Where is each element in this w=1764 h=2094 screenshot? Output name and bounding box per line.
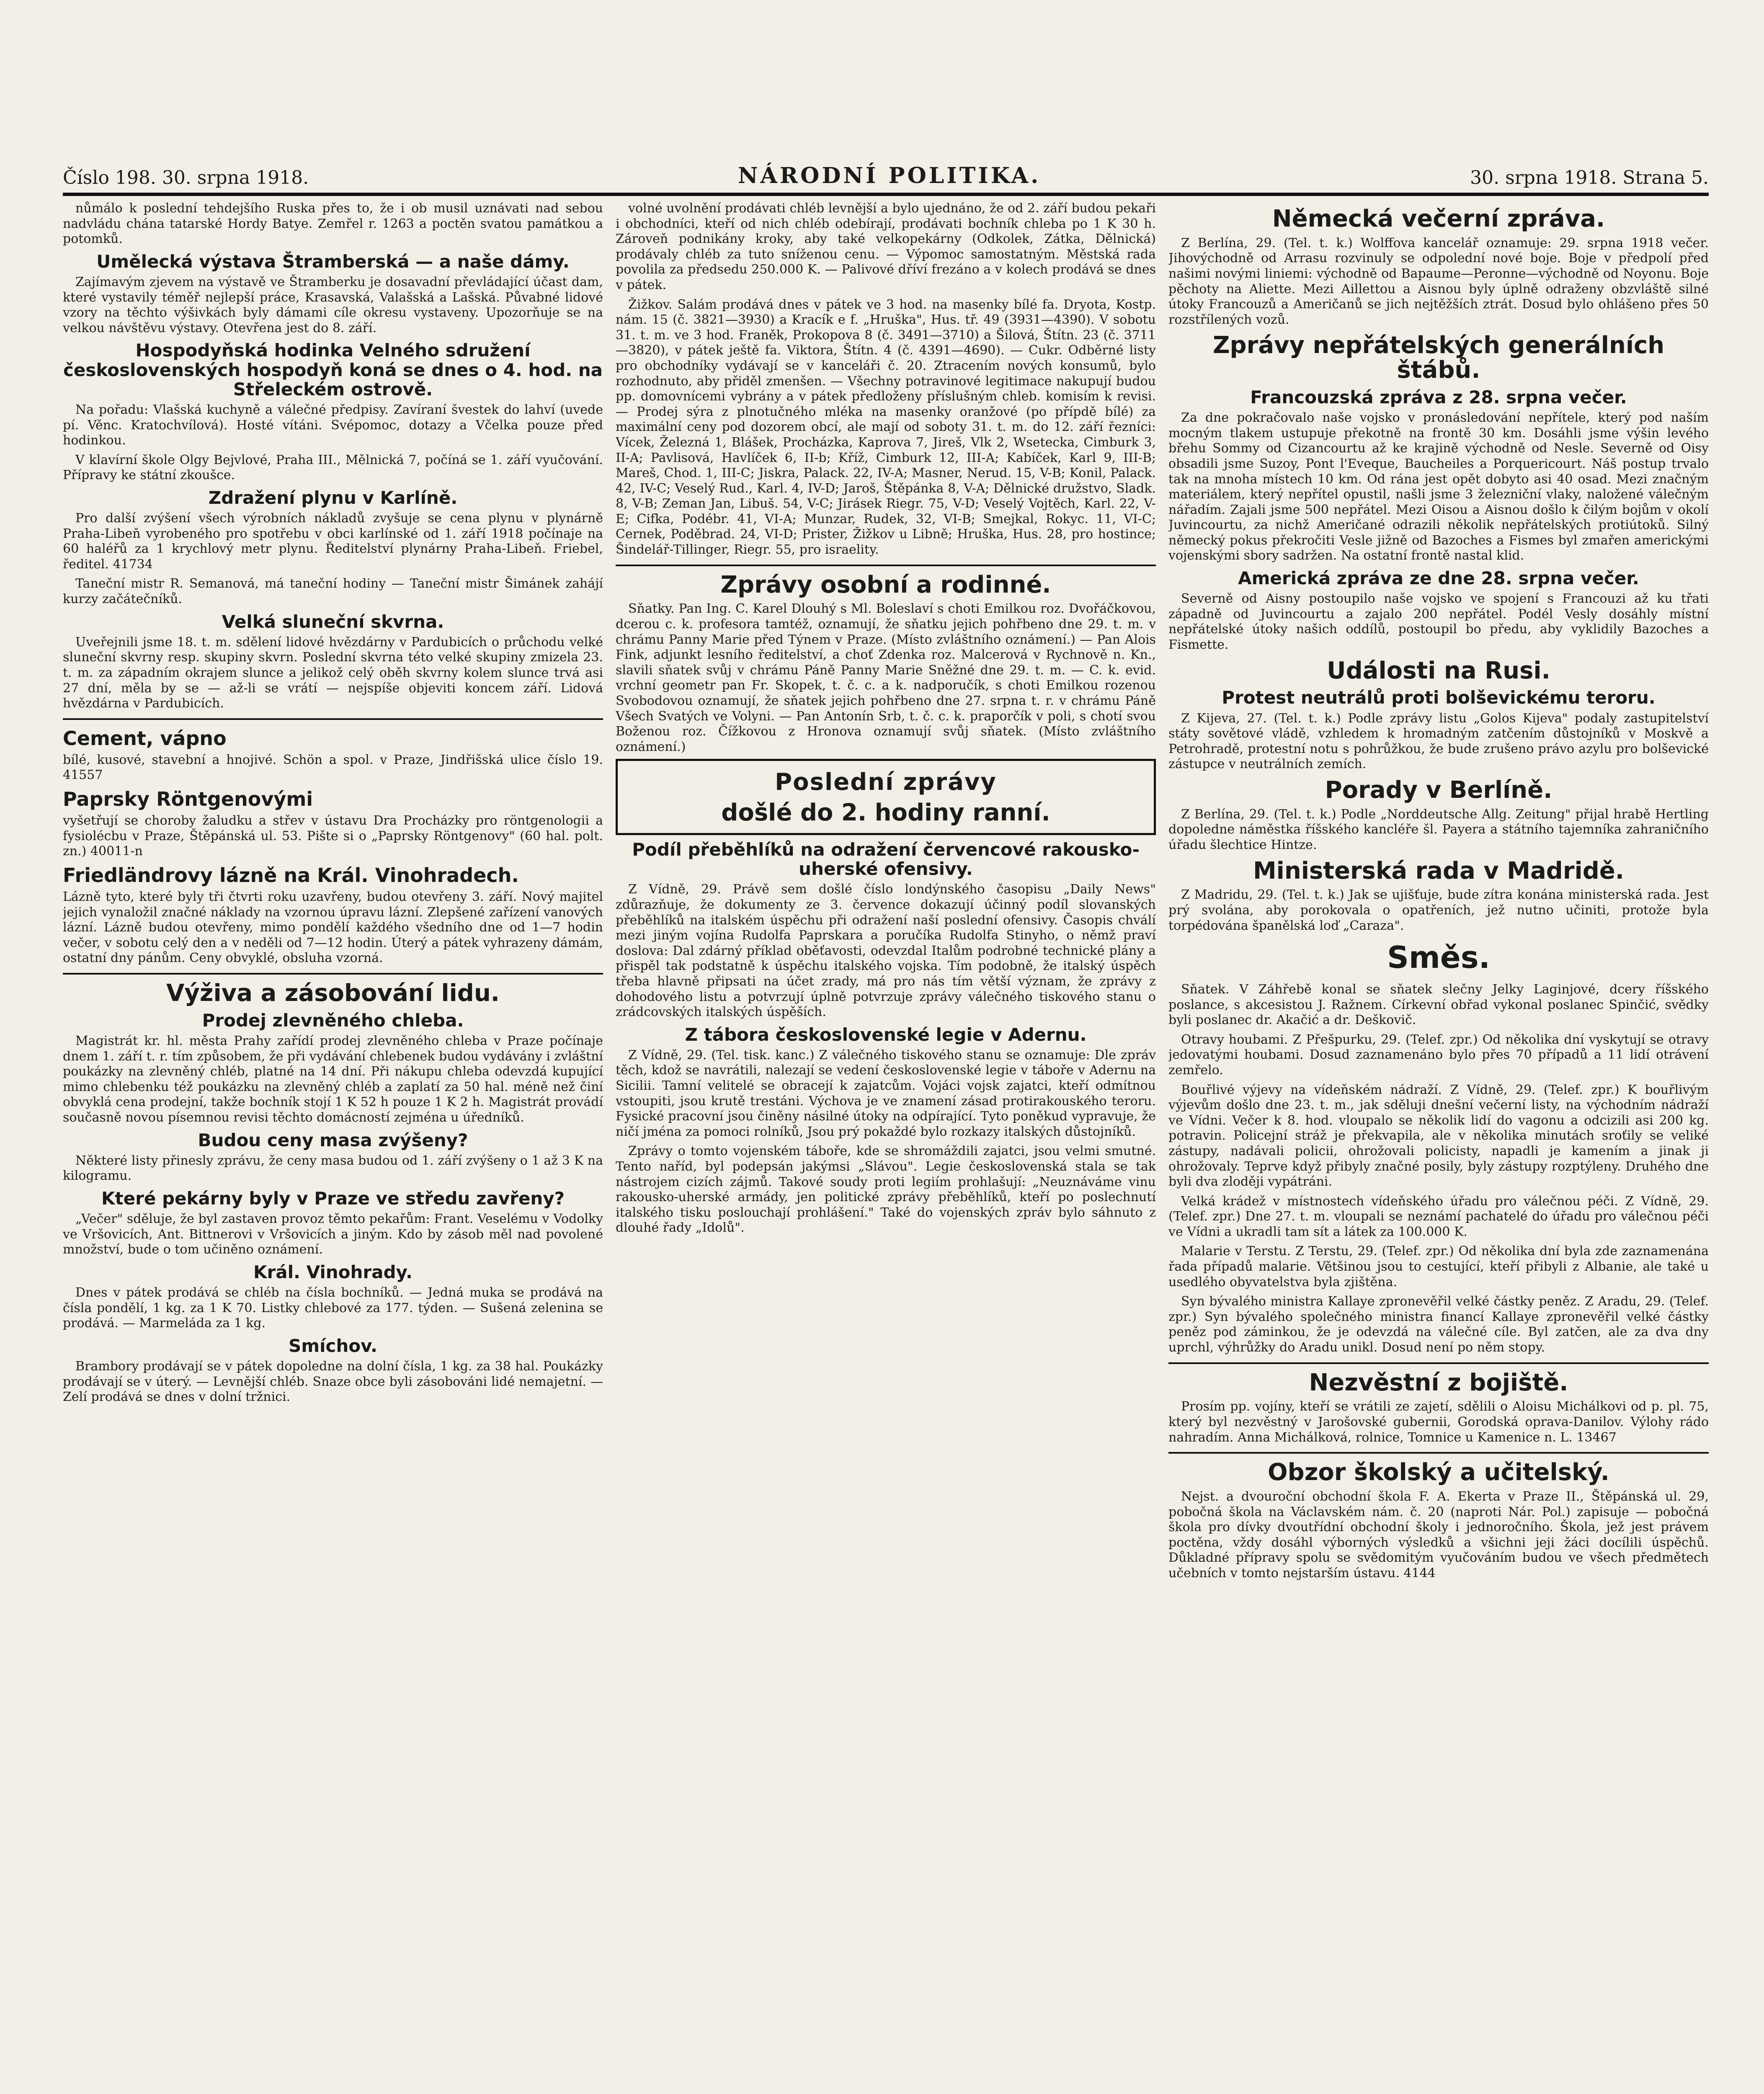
article-ministerska: Z Madridu, 29. (Tel. t. k.) Jak se ujišťuje, bude zítra konána ministerská rada. Jest prý svolána, aby porokovala o opatřeních, jež nutno učiniti, protože byla torpédována španělská loď „Caraza".: [1168, 887, 1709, 933]
article-tabor-2: Zprávy o tomto vojenském táboře, kde se shromáždili zajatci, jsou velmi smutné. Tento naříd, byl podepsán jakýmsi „Slávou". Legie československá stala se tak nástrojem cizích zájmů. Takové soudy proti legiím prohlašují: „Neuznáváme vinu rakousko-uherské armády, jen politické zprávy přeběhlíků, kteří po poslechnutí italského tisku poslouchají prohlášení." Také do vojenských zpráv bylo sáhnuto z dlouhé řady „Idolů".: [616, 1144, 1156, 1235]
article-snatek: Sňatek. V Záhřebě konal se sňatek slečny Jelky Laginjové, dcery říšského poslance, s akcesistou J. Ražnem. Církevní obřad vykonal poslanec Spinčić, svědky byli poslanec dr. Akačić a dr. Deškovič.: [1168, 982, 1709, 1028]
heading-plyn: Zdražení plynu v Karlíně.: [208, 487, 458, 508]
ad-rtg-title: Paprsky Röntgenovými: [63, 788, 313, 811]
heading-smichov: Smíchov.: [289, 1335, 377, 1356]
heading-maso: Budou ceny masa zvýšeny?: [198, 1130, 468, 1150]
article-kradez: Velká krádež v místnostech vídeňského úřadu pro válečnou péči. Z Vídně, 29. (Telef. zpr.) Dne 27. t. m. vloupali se neznámí pachatelé do úřadu pro válečnou péči ve Vídni a ukradli tam sít a látek za 100.000 K.: [1168, 1194, 1709, 1239]
heading-obzor: Obzor školský a učitelský.: [1268, 1459, 1609, 1486]
heading-kral: Král. Vinohrady.: [253, 1261, 413, 1282]
heading-udalosti: Události na Rusi.: [1327, 657, 1550, 684]
article-slunce: Uveřejnili jsme 18. t. m. sdělení lidové hvězdárny v Pardubicích o průchodu velké sluneční skvrny resp. skupiny skvrn. Poslední skvrna této velké skupiny zmizela 23. t. m. za západním okrajem slunce a jelikož celý oběh skvrny kolem slunce trvá asi 27 dní, měla by se — až-li se vrátí — nejspíše objeviti koncem září. Lidová hvězdárna v Pardubicích.: [63, 634, 603, 711]
article-protest: Z Kijeva, 27. (Tel. t. k.) Podle zprávy listu „Golos Kijeva" podaly zastupitelství státy sovětové vládě, vzhledem k hromadným zatčením důstojníků v Moskvě a Petrohradě, protestní notu s pohrůžkou, že bude zrušeno právo azylu pro bolševické zástupce v neutrálních zemích.: [1168, 711, 1709, 772]
article-bouri: Bouřlivé výjevy na vídeňském nádraží. Z Vídně, 29. (Telef. zpr.) K bouřlivým výjevům došlo dne 23. t. m., jak sděluji dnešní večerní listy, na východním nádraží ve Vídni. Večer k 8. hod. vloupalo se několik lidí do vagonu a odcizili asi 200 kg. potravin. Policejní stráž je překvapila, ale v několika minutách sroťily se veliké zástupy, nadávali policii, ohrožovali policisty, napadli je kamením a jinak ji ohrožovaly. Teprve když přibyly značné posily, byly zástupy rozptýleny. Druhého dne byli dva zloději vypátráni.: [1168, 1082, 1709, 1189]
page-header: [63, 151, 1709, 196]
heading-porady: Porady v Berlíně.: [1325, 776, 1553, 804]
heading-pekari: Které pekárny byly v Praze ve středu zavřeny?: [101, 1188, 565, 1209]
ad-rtg: [63, 787, 603, 859]
heading-protest: Protest neutrálů proti bolševickému teroru.: [1222, 687, 1656, 708]
heading-chleb: Prodej zlevněného chleba.: [202, 1010, 464, 1031]
heading-vystava: Umělecká výstava Štramberská — a naše dámy.: [96, 251, 570, 272]
heading-slunce: Velká sluneční skvrna.: [222, 611, 444, 632]
latest-news-box: [616, 759, 1156, 835]
article-nemecka: Z Berlína, 29. (Tel. t. k.) Wolffova kancelář oznamuje: 29. srpna 1918 večer. Jihovýchodně od Arrasu rozvinuly se odpolední nové boje. Boje v předpolí před našimi novými liniemi: východně od Bapaume—Peronne—východně od Noyonu. Boje pěchoty na Aliette. Mezi Aillettou a Aisnou byly úplně odraženy obzvláště silné útoky Francouzů a Američanů se jich nejtěžších ztrát. Dosud bylo ohlášeno přes 50 rozstřílených vozů.: [1168, 235, 1709, 327]
heading-dosle: došlé do 2. hodiny ranní.: [721, 799, 1050, 827]
article-houby: Otravy houbami. Z Přešpurku, 29. (Telef. zpr.) Od několika dní vyskytují se otravy jedovatými houbami. Dosud zaznamenáno bylo přes 70 případů a 11 lidí otrávení zemřelo.: [1168, 1032, 1709, 1078]
heading-nemecka: Německá večerní zpráva.: [1272, 205, 1605, 232]
ad-cement: [63, 727, 603, 783]
article-maso: Některé listy přinesly zprávu, že ceny masa budou od 1. září zvýšeny o 1 až 3 K na kilogramu.: [63, 1153, 603, 1184]
article-porady: Z Berlína, 29. (Tel. t. k.) Podle „Norddeutsche Allg. Zeitung" přijal hrabě Hertling dopoledne náměstka říšského kancléře šl. Payera a státního tajemníka zahraničního úřadu šlechtice Hintze.: [1168, 807, 1709, 852]
heading-tabor: Z tábora československé legie v Adernu.: [685, 1024, 1087, 1045]
article-hodinka: Na pořadu: Vlašská kuchyně a válečné předpisy. Zavíraní švestek do lahví (uvede pí. Věnc. Kratochvílová). Hosté vítáni. Svépomoc, dotazy a Včelka pouze před hodinkou.: [63, 402, 603, 448]
article-americka: Severně od Aisny postoupilo naše vojsko ve spojení s Francouzi až ku třati západně od Juvincourtu a zajalo 200 nepřátel. Podél Vesly dosáhly místní nepřátelské útoky našich oddílů, postoupil bo předu, aby vyklidily Bazoches a Fismette.: [1168, 591, 1709, 652]
page-number: 30. srpna 1918. Strana 5.: [1470, 167, 1709, 188]
article-obzor: Nejst. a dvouroční obchodní škola F. A. Ekerta v Praze II., Štěpánská ul. 29, pobočná škola na Václavském nám. č. 20 (naproti Nár. Pol.) zapisuje — pobočná škola pro dívky dvoutřídní obchodní školy i jednoročního. Škola, jež jest právem poctěna, vždy dosáhl výborných výsledků a všichni jeji žáci docílili úspěchů. Důkladné přípravy spolu se svědomitým vyučováním budou ve všech předmětech učebních v tomto nejstarším ústavu. 4144: [1168, 1489, 1709, 1581]
heading-americka: Americká zpráva ze dne 28. srpna večer.: [1238, 568, 1639, 589]
article-podil: Z Vídně, 29. Právě sem došlé číslo londýnského časopisu „Daily News" zdůrazňuje, že dokumenty ze 3. července dokazují účinný podíl slovanských přeběhlíků na italském úspěchu při odražení naší poslední ofensivy. Časopis chválí mezi jiným vojína Rudolfa Paprskara a poručíka Rudolfa Stinyho, o němž praví doslova: Dal zdárný příklad oběťavosti, odevzdal Italům podrobné technické plány a přispěl tak podstatně k úspěchu italského vojska. Tím podobně, že italský úspěch třeba hlavně připsati na účet zrady, má pro nás tím větší význam, že zprávy z dohodového listu a potvrzují úplně potvrzuje zprávy válečného tiskového stanu o zrádcovských italských úspěších.: [616, 882, 1156, 1020]
heading-hodinka: Hospodyňská hodinka Velného sdružení československých hospodyň koná se dnes o 4. hod. na Střeleckém ostrově.: [63, 340, 603, 400]
ad-rtg-text: vyšetřují se choroby žaludku a střev v ústavu Dra Procházky pro röntgenologii a fysiolécbu v Praze, Štěpánská ul. 53. Pište si o „Paprsky Röntgenovy" (60 hal. polt. zn.) 40011-n: [63, 813, 603, 859]
article-syn: Syn bývalého ministra Kallaye zpronevěřil velké částky peněz. Z Aradu, 29. (Telef. zpr.) Syn bývalého společného ministra financí Kallaye zpronevěřil velké částky peněz pod záminkou, že je odevzdá na válečné cíle. Byl zatčen, ale za dva dny uprchl, výhrůžky do Aradu unikl. Dosud není po něm stopy.: [1168, 1294, 1709, 1355]
article-zizkov: Žižkov. Salám prodává dnes v pátek ve 3 hod. na masenky bílé fa. Dryota, Kostp. nám. 15 (č. 3821—3930) a Kracík e f. „Hruška", Hus. tř. 49 (3931—4390). V sobotu 31. t. m. ve 3 hod. Franěk, Prokopova 8 (č. 3491—3710) a Šilová, Štítn. 23 (č. 3711—3820), v pátek ještě fa. Viktora, Štítn. 4 (č. 4391—4690). — Cukr. Odběrné listy pro obchodníky vydávají se v kanceláři č. 20. Ztracením nových konsumů, bylo rozhodnuto, aby přiděl zmenšen. — Všechny potravinové legitimace nakupují budou pp. domovnícemi vybrány a v pátek předloženy příslušným chleb. komisím k revisi. — Prodej sýra z plnotučného mléka na masenky oranžové (po přípdě bílé) za maximální ceny pod dozorem obcí, ale mají od soboty 31. t. m. do 12. září řezníci: Vícek, Železná 1, Blášek, Procházka, Kaprova 7, Jireš, Vlk 2, Wsetecka, Cimburk 3, II-A; Pavlisová, Havlíček 6, II-b; Kříž, Cimburk 12, III-A; Kabíček, Karl 9, III-B; Mareš, Chod. 1, III-C; Jiskra, Palack. 22, IV-A; Masner, Nerud. 15, V-B; Konil, Palack. 42, IV-C; Veselý Rud., Karl. 4, IV-D; Jaroš, Štěpánka 8, V-A; Dělnické družstvo, Sladk. 8, V-B; Zeman Jan, Libuš. 54, V-C; Jirásek Riegr. 75, V-D; Veselý Vojtěch, Karl. 22, V-E; Cifka, Podébr. 41, VI-A; Munzar, Rudek, 32, VI-B; Smejkal, Rokyc. 11, VI-C; Cernek, Poděbrad. 24, VI-D; Prister, Žižkov u Libně; Hruška, Hus. 28, pro hostince; Šindelář-Tillinger, Riegr. 55, pro israelity.: [616, 297, 1156, 557]
article-kral: Dnes v pátek prodává se chléb na čísla bochníků. — Jedná muka se prodává na čísla pondělí, 1 kg. za 1 K 70. Listky chlebové za 177. týden. — Sušená zelenina se prodává. — Marmeláda za 1 kg.: [63, 1285, 603, 1331]
issue-number: Číslo 198. 30. srpna 1918.: [63, 167, 309, 188]
article-malarie: Malarie v Terstu. Z Terstu, 29. (Telef. zpr.) Od několika dní byla zde zaznamenána řada případů malarie. Většinou jsou to cestující, kteří přibyli z Albanie, ale také u usedlého obyvatelstva byla zjištěna.: [1168, 1244, 1709, 1289]
article-vystava: Zajímavým zjevem na výstavě ve Štramberku je dosavadní převládající účast dam, které vystavily téměř nejlepší práce, Krasavská, Valašská a Lašská. Půvabné lidové vzory na těchto výšivkách byly dámami cíle okresu vystaveny. Upozorňuje se na velkou návštěvu výstavy. Otevřena jest do 8. září.: [63, 274, 603, 335]
ad-lazne-title: Friedländrovy lázně na Král. Vinohradech.: [63, 864, 519, 887]
heading-osobni: Zprávy osobní a rodinné.: [720, 571, 1051, 598]
divider: [616, 565, 1156, 566]
newspaper-page: [63, 151, 1709, 2094]
divider: [63, 718, 603, 720]
article-pekari: „Večer" sděluje, že byl zastaven provoz těmto pekařům: Frant. Veselému v Vodolky ve Vršovicích, Ant. Bittnerovi v Vršovicích a jiným. Kdo by zásob měl nad povolené množství, bude o tom učiněno oznámení.: [63, 1212, 603, 1257]
article-nezvestni: Prosím pp. vojíny, kteří se vrátili ze zajetí, sdělili o Aloisu Michálkovi od p. pl. 75, který byl nezvěstný v Jarošovské gubernii, Gorodská oprava-Danilov. Výlohy rádo nahradím. Anna Michálková, rolnice, Tomnice u Kamenice n. L. 13467: [1168, 1399, 1709, 1445]
ad-lazne: [63, 864, 603, 966]
article-top: volné uvolnění prodávati chléb levnější a bylo ujednáno, že od 2. září budou pekaři i obchodníci, kteří od nich chléb odebírají, prodávati bochník chleba po 1 K 30 h. Zároveň podnikány kroky, aby také velkopekárny (Odkolek, Zátka, Dělnická) prodávaly chléb za tuto sníženou cenu. — Výpomoc samostatným. Městská rada povolila za předsedu 250.000 K. — Palivové dříví frezáno a v kolech prodává se dnes v pátek.: [616, 201, 1156, 292]
heading-ministerska: Ministerská rada v Madridě.: [1253, 857, 1625, 885]
article-tabor: Z Vídně, 29. (Tel. tisk. kanc.) Z válečného tiskového stanu se oznamuje: Dle zpráv těch, kdož se navrátili, nalezají se vedení československé legie v táboře v Adernu na Sicilii. Tamní velitelé se obracejí k zajatcům. Vojáci vojsk zajatci, kteří odmítnou vstoupiti, jsou krutě trestáni. Výchova je ve znamení zásad protirakouského teroru. Fysické pracovní jsou činěny násilné útoky na odpírající. Tyto poněkud vypravuje, že ničí jména za pomoci rolníků, Jsou prý pokaždé bylo rozkazy italských důstojníků.: [616, 1047, 1156, 1139]
divider: [1168, 1452, 1709, 1454]
heading-posledni: Poslední zprávy: [775, 768, 997, 796]
column-2: [616, 201, 1156, 2094]
heading-nepratelske: Zprávy nepřátelských generálních štábů.: [1212, 332, 1665, 384]
heading-nezvestni: Nezvěstní z bojiště.: [1309, 1369, 1568, 1396]
heading-podil: Podíl přeběhlíků na odražení červencové rakousko-uherské ofensivy.: [632, 839, 1140, 879]
heading-francouzska: Francouzská zpráva z 28. srpna večer.: [1250, 387, 1627, 407]
ad-cement-text: bílé, kusové, stavební a hnojivé. Schön a spol. v Praze, Jindřišská ulice číslo 19. 41557: [63, 752, 603, 783]
article-osobni: Sňatky. Pan Ing. C. Karel Dlouhý s Ml. Boleslaví s choti Emilkou roz. Dvořáčkovou, dcerou c. k. profesora tamtéž, oznamují, že sňatku jejich pohřbeno dne 29. t. m. v chrámu Panny Marie před Týnem v Praze. (Místo zvláštního oznámení.) — Pan Alois Fink, adjunkt lesního ředitelství, a choť Zdenka roz. Malcerová v Rychnově n. Kn., slavili sňatek svůj v chrámu Páně Panny Marie Sněžné dne 29. t. m. — C. k. evid. vrchní geometr pan Fr. Skopek, t. č. c. a k. nadporučík, s choti Emilkou rozenou Svobodovou oznamují, že sňatek jejich pohřbeno dne 27. srpna t. r. v chrámu Páně Všech Svatých ve Volyni. — Pan Antonín Srb, t. č. c. k. praporčík v poli, s chotí svou Boženou roz. Čížkovou z Hronova oznamují svůj sňatek. (Místo zvláštního oznámení.): [616, 601, 1156, 754]
column-1: [63, 201, 603, 2094]
article-plyn: Pro další zvýšení všech výrobních nákladů zvyšuje se cena plynu v plynárně Praha-Libeň vyrobeného pro spotřebu v obci karlínské od 1. září 1918 počínaje na 60 haléřů za 1 krychlový metr plynu. Ředitelství plynárny Praha-Libeň. Friebel, ředitel. 41734: [63, 511, 603, 572]
divider: [63, 973, 603, 975]
article-smichov: Brambory prodávají se v pátek dopoledne na dolní čísla, 1 kg. za 38 hal. Poukázky prodávají se v úterý. — Levnější chléb. Snaze obce byli zásobováni lidé nemajetní. — Zelí prodává se dnes v dolní tržnici.: [63, 1359, 603, 1405]
column-3: [1168, 201, 1709, 2094]
ad-tanec: Taneční mistr R. Semanová, má taneční hodiny — Taneční mistr Šimánek zahájí kurzy začátečníků.: [63, 576, 603, 607]
ad-lazne-text: Lázně tyto, které byly tři čtvrti roku uzavřeny, budou otevřeny 3. září. Nový majitel jejich vynaložil značné náklady na vzornou úpravu lázní. Zlepšené zařízení vanových lázní. Lázně budou otevřeny, mimo pondělí každého všedního dne od 1—7 hodin večer, v sobotu celý den a v neděli od 7—12 hodin. Úterý a pátek vyhrazeny dámám, ostatní dny pánům. Ceny obvyklé, obsluha vzorná.: [63, 890, 603, 966]
heading-vyziva: Výživa a zásobování lidu.: [166, 980, 500, 1007]
ad-cement-title: Cement, vápno: [63, 727, 227, 750]
article-chleb: Magistrát kr. hl. města Prahy zařídí prodej zlevněného chleba v Praze počínaje dnem 1. září t. r. tím způsobem, že při vydávání chlebenek budou vydávány i zvláštní poukázky na zlevněný chléb, platné na 14 dní. Při nákupu chleba odevzdá kupující mimo chlebenku též poukázku na zlevněný chléb a zaplatí za 50 hal. méně než činí obvyklá cena prodejní, takže bochník stojí 1 K 52 h pouze 1 K 2 h. Magistrát provádí současně novou písemnou revisi těchto domácností zejména u úředníků.: [63, 1034, 603, 1125]
notice-klavir: V klavírní škole Olgy Bejvlové, Praha III., Mělnická 7, počíná se 1. září vyučování. Přípravy ke státní zkoušce.: [63, 452, 603, 483]
heading-smes: Směs.: [1387, 940, 1490, 975]
divider: [1168, 1362, 1709, 1364]
article-francouzska: Za dne pokračovalo naše vojsko v pronásledování nepřítele, který pod naším mocným tlakem ustupuje překotně na frontě 30 km. Dosáhli jsme výšin levého břehu Sommy od Cizancourtu až ke krajině východně od Nesle. Severně od Oisy obsadili jsme Suzoy, Pont l'Eveque, Baucheiles a Porquericourt. Náš postup trvalo tak na mnoha místech 10 km. Od rána jest opět dobyto asi 40 osad. Mezi značným materiálem, který nepřítel opustil, našli jsme 3 železniční vlaky, naložené válečným nářadím. Zajali jsme 500 nepřátel. Mezi Oisou a Aisnou došlo k čilým bojům v okolí Juvincourtu, za nichž Američané odrazili několik nepřátelských protiútoků. Silný německý pokus překročiti Vesle jižně od Bazoches a Fismes byl zmařen americkými vojenskými sbory sadržen. Na ostatní frontě nastal klid.: [1168, 410, 1709, 563]
article-intro: nůmálo k poslední tehdejšího Ruska přes to, že i ob musil uznávati nad sebou nadvládu chána tatarské Hordy Batye. Zemřel r. 1263 a poctěn svatou památkou a potomků.: [63, 201, 603, 247]
masthead: NÁRODNÍ POLITIKA.: [738, 163, 1041, 188]
